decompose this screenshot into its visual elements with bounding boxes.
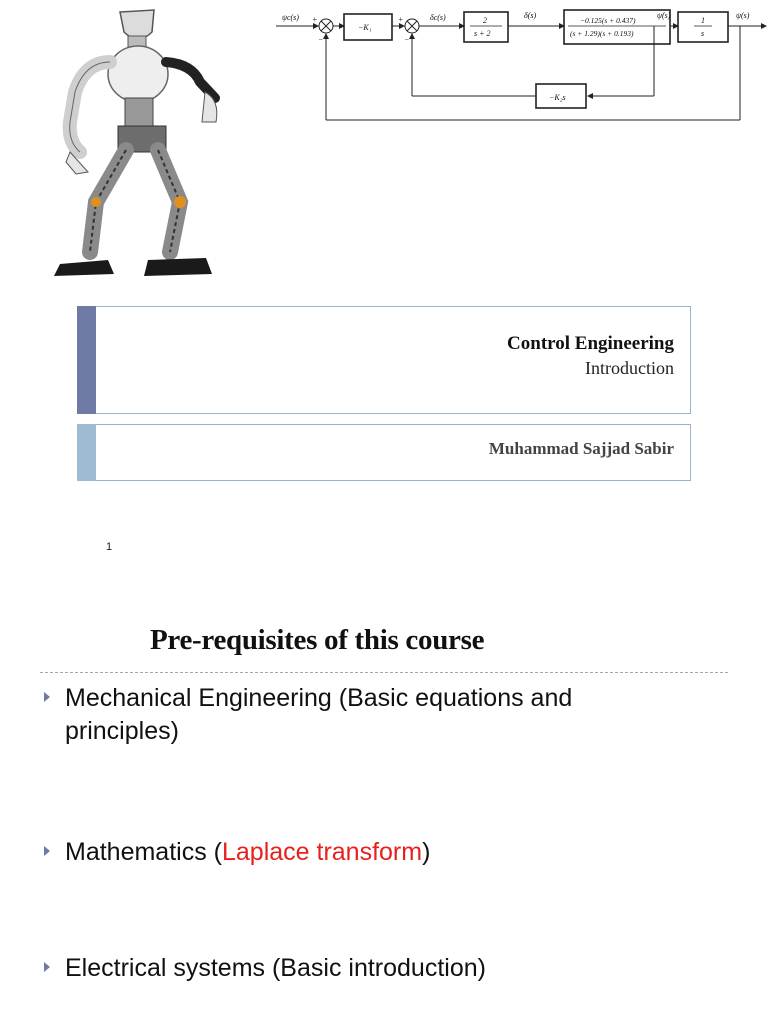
bullet-arrow-icon — [44, 846, 50, 856]
block-diagram — [274, 0, 768, 126]
rate-label: ψ̇(s) — [657, 11, 671, 20]
output-label: ψ(s) — [736, 11, 750, 20]
page-number: 1 — [106, 541, 113, 553]
bullet-highlight: Laplace transform — [221, 838, 423, 866]
title-accent-bar — [77, 306, 96, 414]
author-name: Muhammad Sajjad Sabir — [488, 439, 674, 458]
sum2-plus-sign: + — [398, 15, 404, 24]
bullet-item — [44, 836, 734, 869]
sum1-minus-sign: − — [318, 35, 324, 44]
actuator-output-label: δ(s) — [524, 11, 537, 20]
slide-title: Control Engineering — [507, 333, 674, 354]
slide-subtitle: Introduction — [585, 358, 674, 378]
feedback-gain-label: −K₂s — [549, 93, 566, 102]
slide-2-title: Pre-requisites of this course — [150, 624, 485, 656]
sum2-minus-sign: − — [404, 35, 410, 44]
robot-image — [30, 2, 230, 282]
bullet-prefix: Mathematics ( — [65, 838, 222, 866]
bullet-item — [44, 682, 734, 748]
bullet-arrow-icon — [44, 692, 50, 702]
integrator-numerator: 1 — [701, 16, 705, 25]
author-accent-bar — [77, 424, 96, 481]
title-divider — [40, 672, 728, 673]
error-label: δc(s) — [430, 13, 446, 22]
author-box — [77, 424, 691, 481]
bullet-arrow-icon — [44, 962, 50, 972]
bullet-item — [44, 952, 734, 985]
bullet-text: Electrical systems (Basic introduction) — [65, 954, 486, 982]
plant-numerator: −0.125(s + 0.437) — [580, 16, 636, 25]
input-label: ψc(s) — [282, 13, 299, 22]
slide-2 — [0, 578, 768, 1024]
actuator-numerator: 2 — [483, 16, 487, 25]
plant-denominator: (s + 1.29)(s + 0.193) — [570, 29, 634, 38]
integrator-denominator: s — [701, 29, 705, 38]
title-box — [77, 306, 691, 414]
bullet-suffix: ) — [422, 838, 431, 866]
actuator-denominator: s + 2 — [474, 29, 491, 38]
gain1-label: −K₁ — [358, 23, 372, 32]
bullet-text — [65, 836, 665, 869]
bullet-text: Mechanical Engineering (Basic equations and principles) — [65, 684, 573, 745]
sum1-plus-sign: + — [312, 15, 318, 24]
